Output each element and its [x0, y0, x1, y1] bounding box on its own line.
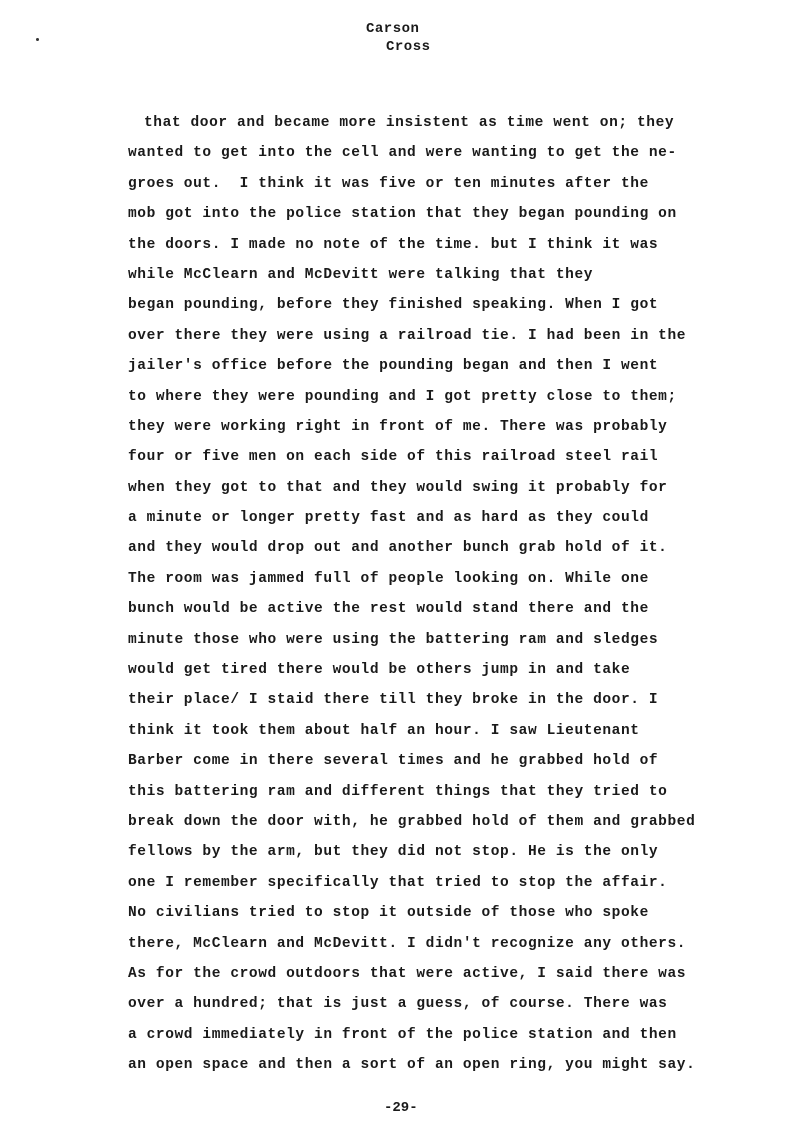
- text-line: to where they were pounding and I got pretty close to them;: [128, 388, 677, 405]
- text-line: over a hundred; that is just a guess, of course. There was: [128, 996, 668, 1013]
- testimony-body: [128, 108, 748, 1081]
- text-line: would get tired there would be others jump in and take: [128, 662, 631, 679]
- text-line: fellows by the arm, but they did not stop. He is the only: [128, 844, 659, 861]
- text-line: break down the door with, he grabbed hold of them and grabbed: [128, 813, 696, 830]
- text-line: wanted to get into the cell and were wanting to get the ne-: [128, 145, 677, 162]
- text-line: jailer's office before the pounding began and then I went: [128, 358, 659, 375]
- text-line: think it took them about half an hour. I saw Lieutenant: [128, 722, 640, 739]
- page-header: [366, 20, 431, 56]
- text-line: groes out. I think it was five or ten minutes after the: [128, 175, 649, 192]
- text-line: a minute or longer pretty fast and as hard as they could: [128, 510, 649, 527]
- text-line: mob got into the police station that they began pounding on: [128, 206, 677, 223]
- header-name-line-1: Carson: [366, 21, 420, 37]
- text-line: an open space and then a sort of an open ring, you might say.: [128, 1057, 696, 1074]
- text-line: over there they were using a railroad tie. I had been in the: [128, 327, 687, 344]
- text-line: and they would drop out and another bunch grab hold of it.: [128, 540, 668, 557]
- text-line: a crowd immediately in front of the police station and then: [128, 1026, 677, 1043]
- page-number: -29-: [384, 1100, 418, 1116]
- text-line: that door and became more insistent as time went on; they: [144, 115, 675, 131]
- text-line: As for the crowd outdoors that were active, I said there was: [128, 965, 687, 982]
- text-line: this battering ram and different things that they tried to: [128, 783, 668, 800]
- text-line: minute those who were using the battering ram and sledges: [128, 631, 659, 648]
- text-line: Barber come in there several times and he grabbed hold of: [128, 753, 659, 770]
- text-line: four or five men on each side of this railroad steel rail: [128, 449, 659, 466]
- text-line: began pounding, before they finished speaking. When I got: [128, 297, 659, 314]
- text-line: one I remember specifically that tried to stop the affair.: [128, 874, 668, 891]
- text-line: there, McClearn and McDevitt. I didn't recognize any others.: [128, 935, 687, 952]
- text-line: No civilians tried to stop it outside of those who spoke: [128, 905, 649, 922]
- text-line: they were working right in front of me. There was probably: [128, 418, 668, 435]
- header-name-line-2: Cross: [386, 39, 431, 55]
- text-line: bunch would be active the rest would stand there and the: [128, 601, 649, 618]
- text-line: while McClearn and McDevitt were talking that they: [128, 266, 594, 283]
- stray-ink-mark: [36, 38, 39, 41]
- text-line: The room was jammed full of people looking on. While one: [128, 570, 649, 587]
- text-line: when they got to that and they would swing it probably for: [128, 479, 668, 496]
- text-line: their place/ I staid there till they broke in the door. I: [128, 692, 659, 709]
- text-line: the doors. I made no note of the time. but I think it was: [128, 236, 659, 253]
